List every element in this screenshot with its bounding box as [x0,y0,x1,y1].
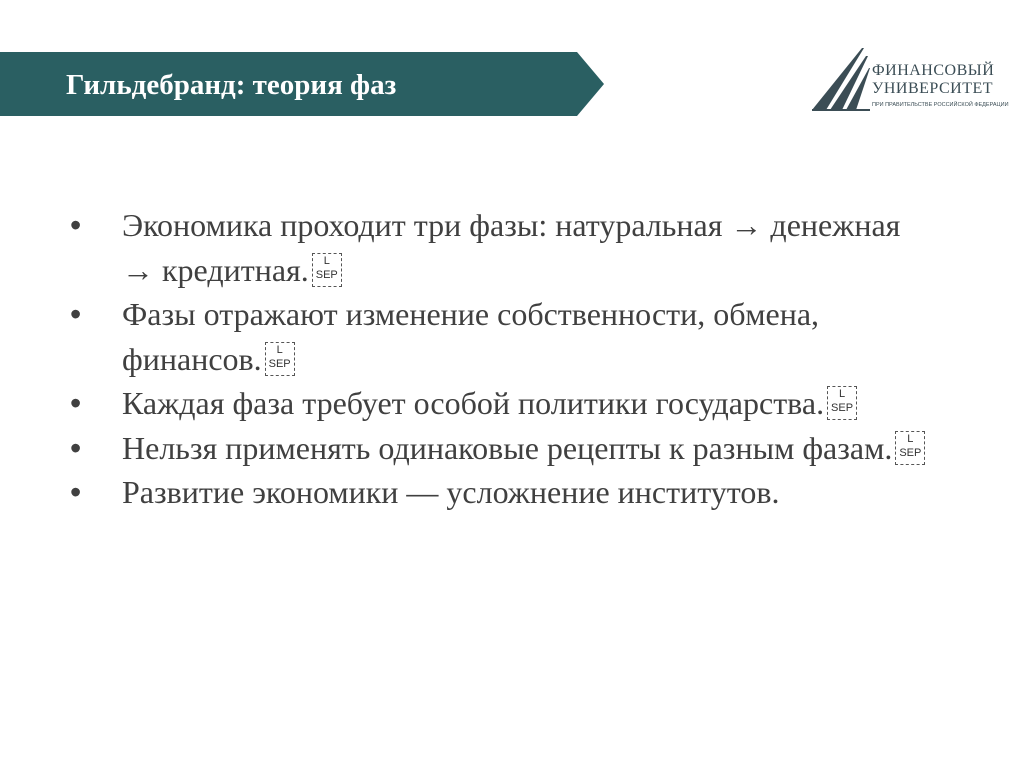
logo-mark-icon [812,46,870,112]
bullet-text: Каждая фаза требует особой политики государства. [122,385,825,421]
separator-glyph-bottom: SEP [315,268,338,281]
bullet-dot: • [70,296,82,332]
bullet-dot: • [70,385,82,421]
bullet-text: Экономика проходит три фазы: натуральная → денежная → кредитная. [122,207,901,288]
logo-line-3: ПРИ ПРАВИТЕЛЬСТВЕ РОССИЙСКОЙ ФЕДЕРАЦИИ [872,102,1009,108]
separator-glyph-bottom: SEP [899,446,922,459]
separator-glyph-top: L [907,432,914,445]
bullet-list [70,203,930,515]
bullet-text: Развитие экономики — усложнение институтов. [122,474,780,510]
separator-glyph-top: L [276,343,283,356]
bullet-item [70,292,930,381]
bullet-text: Фазы отражают изменение собственности, обмена, финансов. [122,296,820,377]
logo-line-1: ФИНАНСОВЫЙ [872,62,995,79]
separator-glyph-icon [895,431,925,465]
bullet-item [70,426,930,471]
bullet-dot: • [70,474,82,510]
separator-glyph-top: L [839,388,846,400]
university-logo [812,46,1012,116]
logo-line-2: УНИВЕРСИТЕТ [872,80,994,97]
separator-glyph-icon [265,342,295,376]
separator-glyph-bottom: SEP [831,402,854,414]
separator-glyph-icon [312,253,342,287]
separator-glyph-top: L [323,254,330,267]
bullet-text: Нельзя применять одинаковые рецепты к разным фазам. [122,429,893,466]
separator-glyph-icon [827,386,857,420]
separator-glyph-bottom: SEP [268,357,291,370]
bullet-item [70,381,930,426]
slide-title: Гильдебранд: теория фаз [66,69,397,101]
bullet-dot: • [70,429,82,466]
bullet-dot: • [70,207,82,243]
bullet-item [70,470,930,515]
bullet-item [70,203,930,292]
